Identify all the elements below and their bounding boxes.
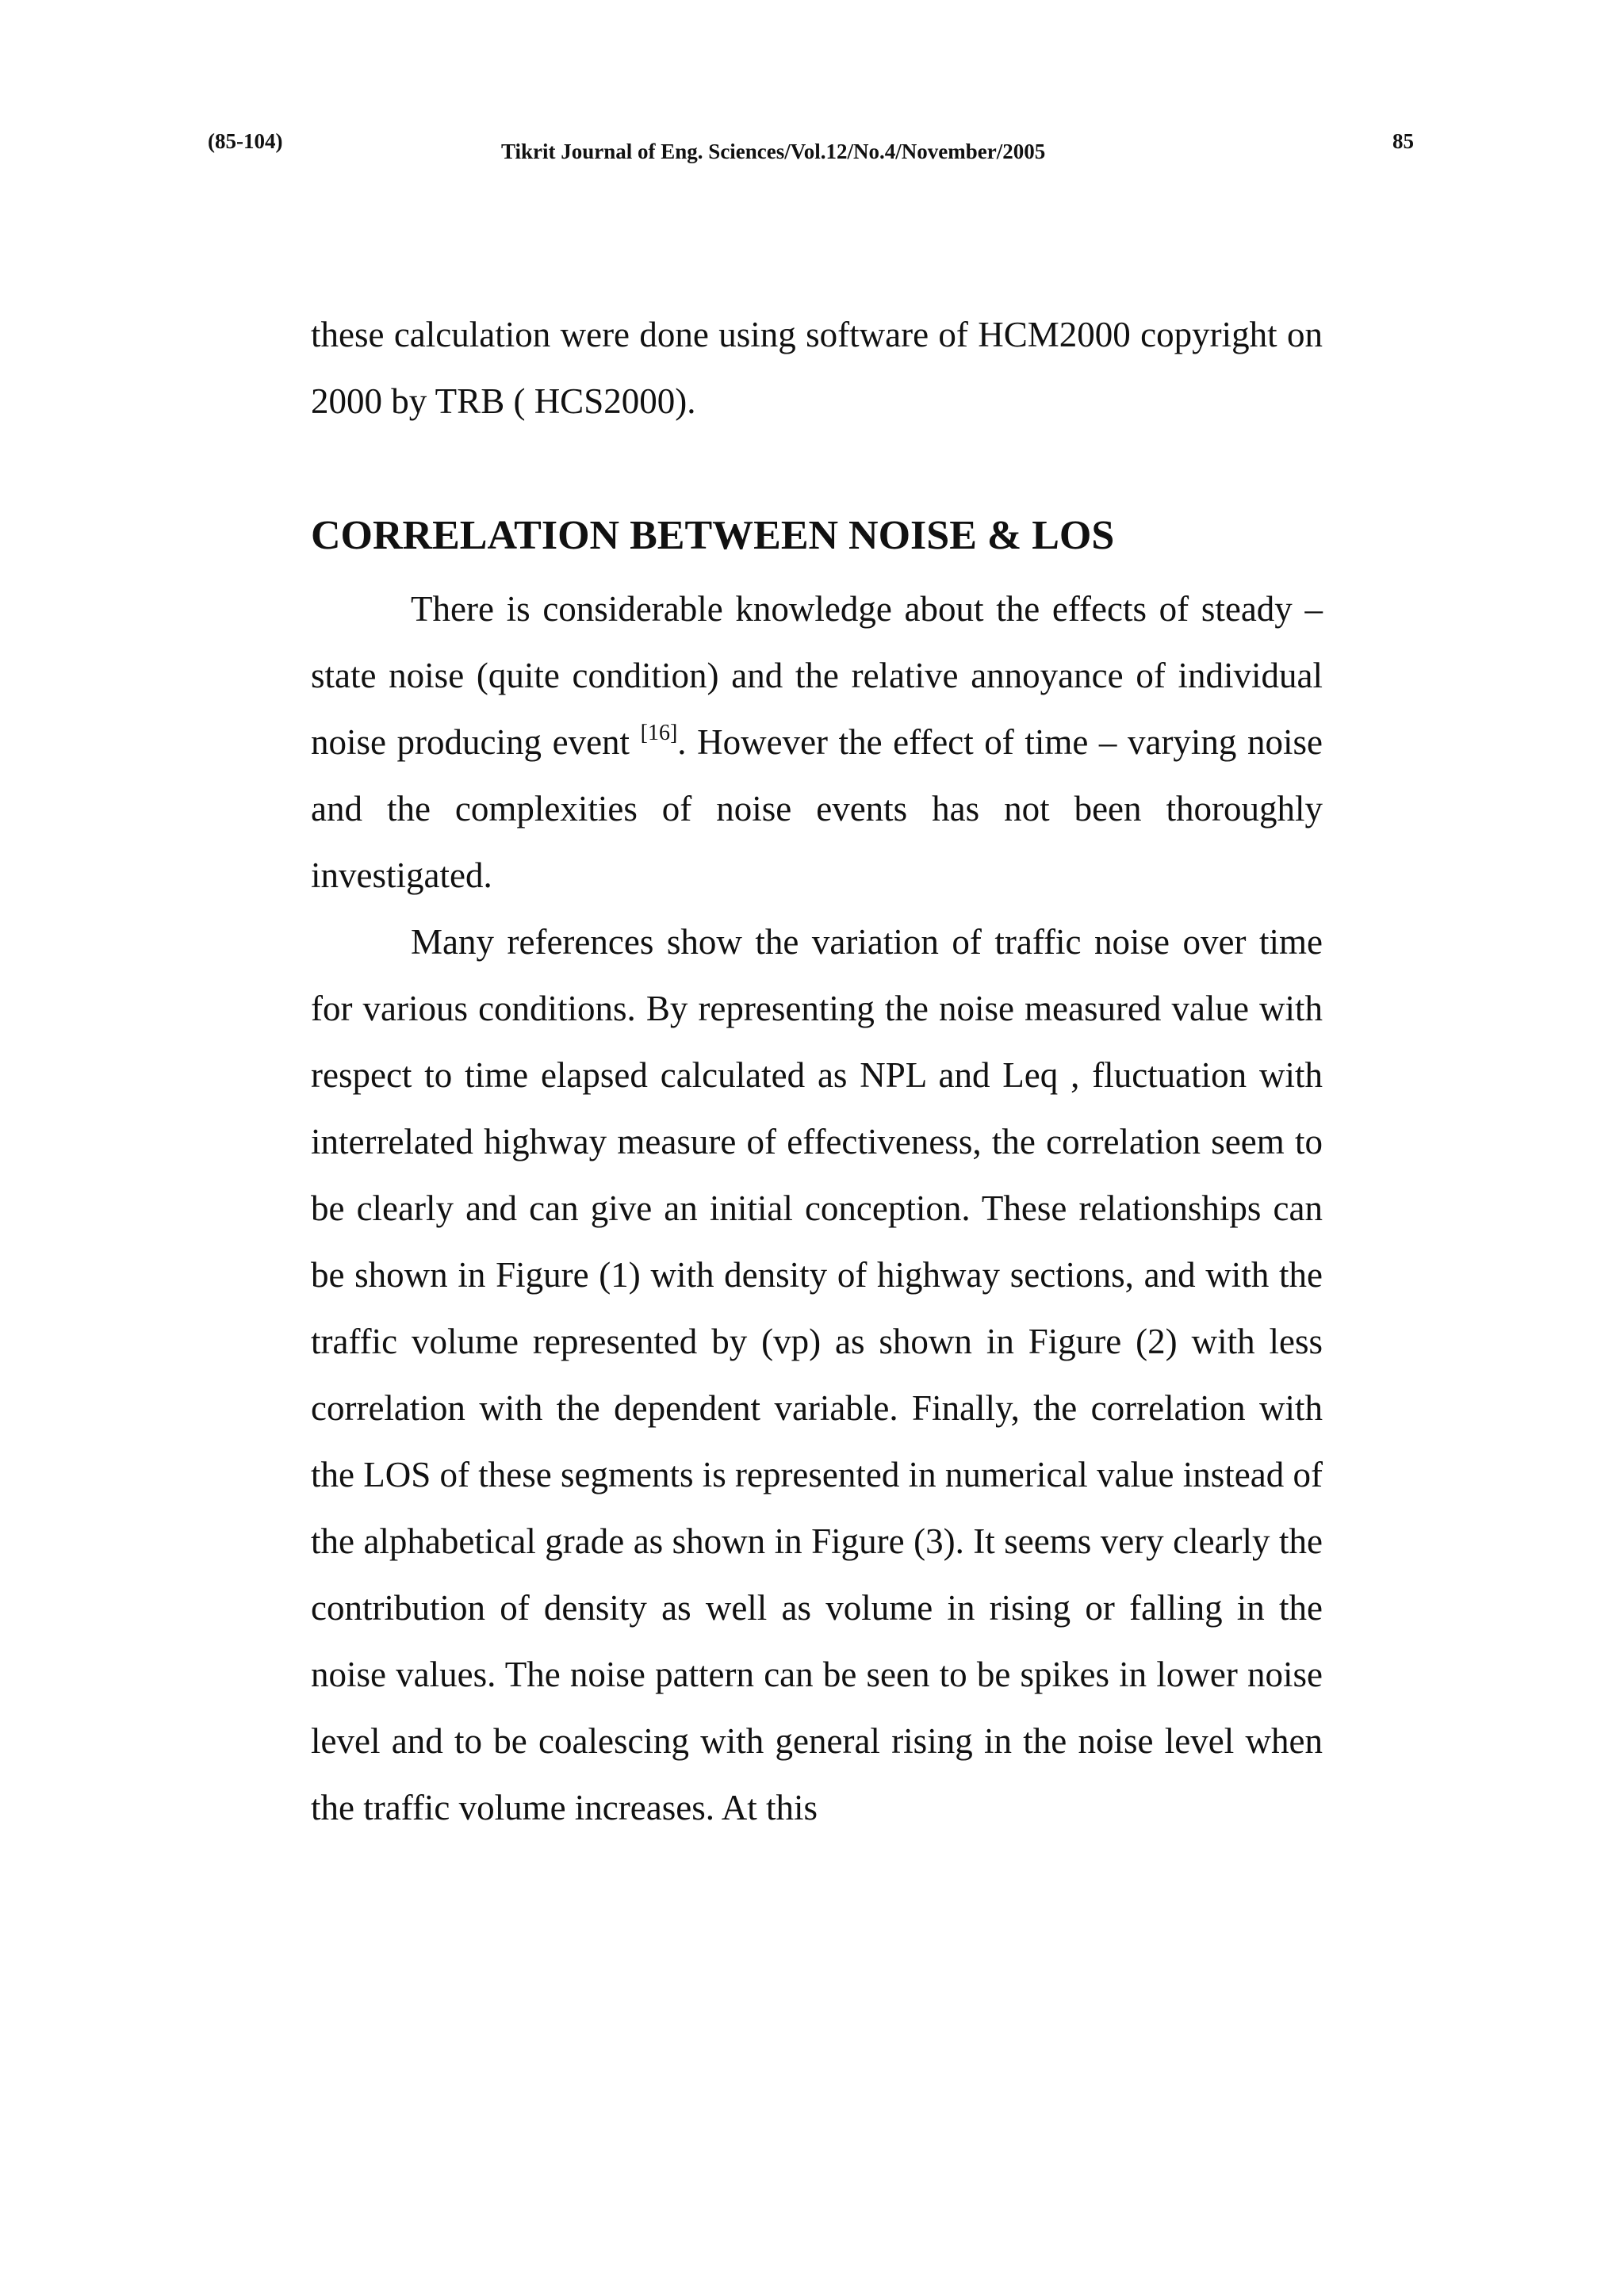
citation-ref: [16]	[640, 721, 678, 745]
header-journal-title: Tikrit Journal of Eng. Sciences/Vol.12/No.4/November/2005	[501, 140, 1046, 163]
intro-paragraph: these calculation were done using software of HCM2000 copyright on 2000 by TRB ( HCS2000).	[311, 315, 1323, 421]
intro-block	[311, 301, 1323, 434]
paragraph-1	[311, 576, 1323, 909]
paragraph-2: Many references show the variation of traffic noise over time for various conditions. By representing the noise measured value with respect to time elapsed calculated as NPL and Leq , fluctuation with interrelated highway measure of effectiveness, the correlation seem to be clearly and can give an initial conception. These relationships can be shown in Figure (1) with density of highway sections, and with the traffic volume represented by (vp) as shown in Figure (2) with less correlation with the dependent variable. Finally, the correlation with the LOS of these segments is represented in numerical value instead of the alphabetical grade as shown in Figure (3). It seems very clearly the contribution of density as well as volume in rising or falling in the noise values. The noise pattern can be seen to be spikes in lower noise level and to be coalescing with general rising in the noise level when the traffic volume increases. At this	[311, 922, 1323, 1827]
header-page-number: 85	[1392, 129, 1414, 153]
section-heading: CORRELATION BETWEEN NOISE & LOS	[311, 513, 1115, 558]
paragraph-1-text-a: There is considerable knowledge about the effects of steady – state noise (quite condition) and the relative annoyance of individual noise producing event	[311, 589, 1323, 762]
body-block	[311, 576, 1323, 1841]
paragraph-1-text-b: . However the effect of time – varying noise and the complexities of noise events has not been thoroughly investigated.	[311, 722, 1323, 895]
header-page-range: (85-104)	[208, 129, 283, 153]
